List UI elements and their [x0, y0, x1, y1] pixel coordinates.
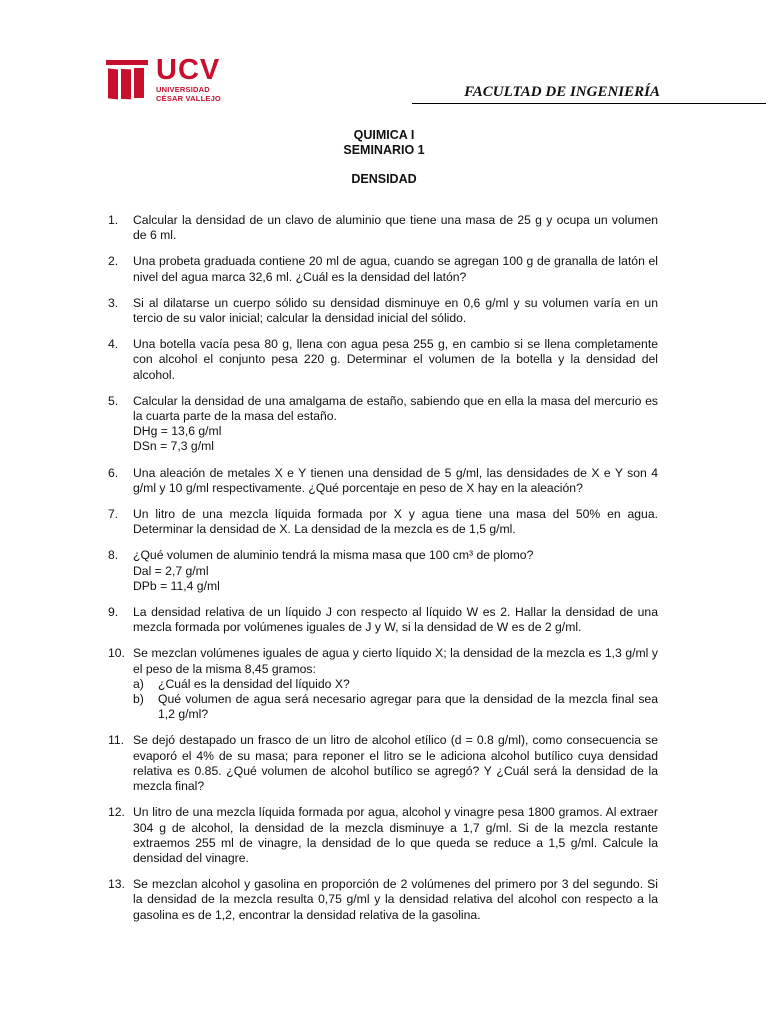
faculty-title: FACULTAD DE INGENIERÍA	[464, 84, 660, 100]
problem-item	[108, 733, 658, 794]
logo-line-1: UNIVERSIDAD	[156, 85, 210, 94]
ucv-logo	[156, 55, 221, 103]
problem-item	[108, 877, 658, 923]
problem-text: Una aleación de metales X e Y tienen una densidad de 5 g/ml, las densidades de X e Y son 4 g/ml y 10 g/ml respectivamente. ¿Qué porcentaje en peso de X hay en la aleación?	[133, 465, 658, 495]
course-title: QUIMICA I	[353, 128, 415, 142]
seminar-title: SEMINARIO 1	[343, 143, 425, 157]
problem-item	[108, 605, 658, 635]
problem-item	[108, 296, 658, 326]
problem-text: Si al dilatarse un cuerpo sólido su densidad disminuye en 0,6 g/ml y su volumen varía en un tercio de su valor inicial; calcular la densidad inicial del sólido.	[133, 295, 658, 326]
problem-number: 13.	[108, 877, 125, 892]
problem-text: ¿Qué volumen de aluminio tendrá la misma masa que 100 cm³ de plomo?	[133, 548, 534, 563]
problem-item	[108, 646, 658, 722]
problem-number: 4.	[108, 337, 119, 352]
problem-number: 1.	[108, 213, 119, 227]
problem-text: Se mezclan volúmenes iguales de agua y cierto líquido X; la densidad de la mezcla es 1,3 g/ml y el peso de la misma 8,45 gramos:	[133, 646, 658, 676]
problem-text: La densidad relativa de un líquido J con respecto al líquido W es 2. Hallar la densidad de una mezcla formada por volúmenes iguales de J y W, si la densidad de W es de 2 g/ml.	[133, 605, 658, 635]
problem-text: Calcular la densidad de una amalgama de estaño, sabiendo que en ella la masa del mercurio es la cuarta parte de la masa del estaño.	[133, 393, 658, 424]
sub-question-letter: a)	[133, 676, 144, 691]
problem-number: 6.	[108, 465, 119, 480]
problem-text: Una probeta graduada contiene 20 ml de agua, cuando se agregan 100 g de granalla de latón el nivel del agua marca 32,6 ml. ¿Cuál es la densidad del latón?	[133, 254, 658, 284]
problem-text: Un litro de una mezcla líquida formada por X y agua tiene una masa del 50% en agua. Determinar la densidad de X. La densidad de la mezcla es de 1,5 g/ml.	[133, 507, 658, 537]
problem-number: 8.	[108, 548, 119, 563]
problem-number: 3.	[108, 295, 119, 310]
problem-item	[108, 466, 658, 496]
problem-text: Se mezclan alcohol y gasolina en proporción de 2 volúmenes del primero por 3 del segundo. Si la densidad de la mezcla resulta 0,75 g/ml y la densidad relativa del alcohol con respecto a la gasolina es de 1,2, encontrar la densidad relativa de la gasolina.	[133, 877, 658, 922]
problem-item	[108, 337, 658, 383]
problem-item	[108, 805, 658, 866]
problem-item	[108, 507, 658, 537]
problem-item	[108, 548, 658, 594]
topic-title: DENSIDAD	[351, 172, 417, 186]
header-rule	[412, 103, 766, 104]
problem-number: 11.	[108, 733, 125, 748]
given-density: Dal = 2,7 g/ml	[133, 563, 209, 578]
problem-number: 12.	[108, 805, 125, 820]
sub-question	[133, 677, 658, 692]
sub-question-list	[133, 677, 658, 723]
logo-line-2: CÉSAR VALLEJO	[156, 94, 221, 103]
problem-number: 9.	[108, 605, 119, 620]
problem-text: Un litro de una mezcla líquida formada por agua, alcohol y vinagre pesa 1800 gramos. Al extraer 304 g de alcohol, la densidad de la mezcla disminuye a 1,7 g/ml. Si de la mezcla restante extraemos 255 ml de vinagre, la densidad de lo que queda se reduce a 1,5 g/ml. Calcule la densidad del vinagre.	[133, 805, 658, 865]
logo-name: UCV	[156, 54, 221, 86]
problem-text: Se dejó destapado un frasco de un litro de alcohol etílico (d = 0.8 g/ml), como consecuencia se evaporó el 4% de su masa; para reponer el litro se le adiciona alcohol butílico cuya densidad relativa es 0.85. ¿Qué volumen de alcohol butílico se agregó? Y ¿Cuál será la densidad de la mezcla final?	[133, 733, 658, 794]
sub-question-text: Qué volumen de agua será necesario agregar para que la densidad de la mezcla final sea 1,2 g/ml?	[158, 692, 658, 722]
problem-number: 7.	[108, 507, 119, 522]
problem-item	[108, 254, 658, 284]
sub-question-letter: b)	[133, 692, 144, 707]
problem-number: 5.	[108, 393, 119, 408]
problem-number: 10.	[108, 646, 125, 661]
given-density: DSn = 7,3 g/ml	[133, 439, 214, 454]
problem-item	[108, 394, 658, 455]
sub-question	[133, 692, 658, 722]
problem-text: Calcular la densidad de un clavo de aluminio que tiene una masa de 25 g y ocupa un volumen de 6 ml.	[133, 213, 658, 243]
problem-item	[108, 213, 658, 243]
document-titles	[0, 128, 768, 187]
problem-list	[108, 213, 658, 934]
sub-question-text: ¿Cuál es la densidad del líquido X?	[158, 676, 350, 691]
problem-number: 2.	[108, 254, 119, 269]
given-density: DHg = 13,6 g/ml	[133, 424, 222, 439]
problem-text: Una botella vacía pesa 80 g, llena con agua pesa 255 g, en cambio si se llena completamente con alcohol el conjunto pesa 220 g. Determinar el volumen de la botella y la densidad del alcohol.	[133, 337, 658, 382]
given-density: DPb = 11,4 g/ml	[133, 578, 220, 593]
